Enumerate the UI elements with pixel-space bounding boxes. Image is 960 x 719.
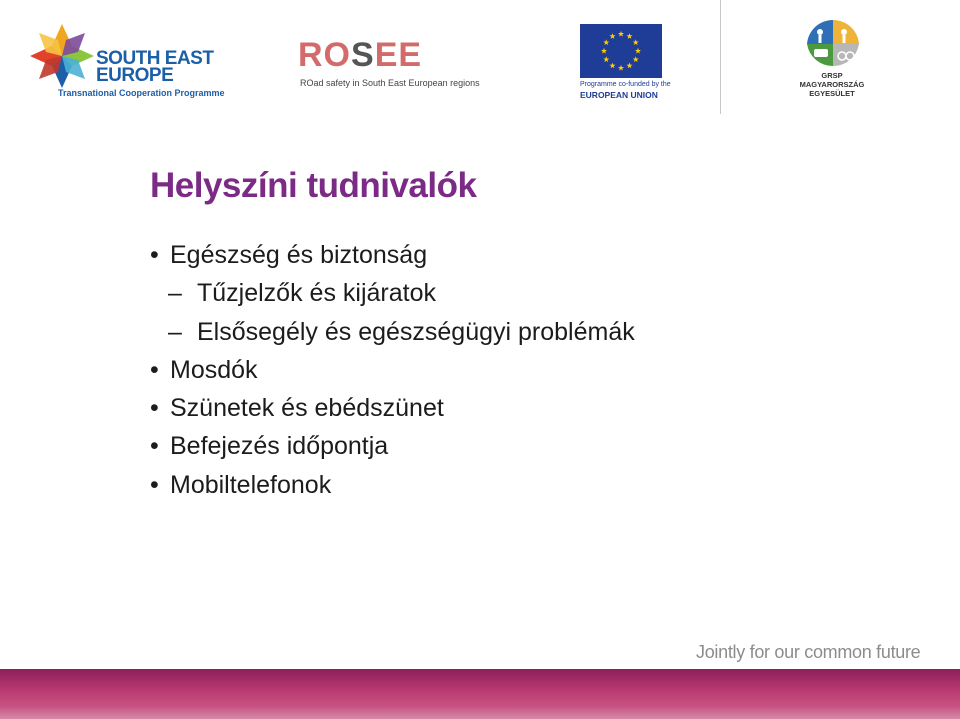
grsp-line2: MAGYARORSZÁG (799, 80, 865, 89)
bullet-item-breaks (150, 389, 635, 427)
sub-bullet-text: Tűzjelzők és kijáratok (197, 279, 436, 308)
eu-cofunded-text: Programme co-funded by the (580, 81, 671, 88)
sub-bullet-marker: – (168, 279, 182, 308)
bullet-text: Szünetek és ebédszünet (170, 394, 444, 423)
rosee-ro: RO (298, 36, 351, 74)
sub-bullet-item-fire-alarms (150, 274, 635, 312)
grsp-logo (796, 18, 868, 104)
grsp-emblem-icon (804, 18, 862, 68)
bullet-marker: • (150, 355, 159, 384)
sub-bullet-text: Elsősegély és egészségügyi problémák (197, 317, 635, 346)
bullet-marker: • (150, 470, 159, 499)
bullet-marker: • (150, 394, 159, 423)
see-title (96, 50, 236, 84)
bullet-marker: • (150, 432, 159, 461)
eu-logo (580, 24, 671, 100)
eu-flag-icon (580, 24, 662, 78)
bullet-text: Egészség és biztonság (170, 241, 428, 269)
bullet-list (150, 236, 635, 504)
bullet-text: Mobiltelefonok (170, 470, 332, 499)
footer-band (0, 669, 960, 719)
bullet-item-health-safety (150, 236, 635, 274)
rosee-tagline: ROad safety in South East European regions (300, 78, 480, 88)
slide-title: Helyszíni tudnivalók (150, 166, 477, 205)
bullet-marker: • (150, 241, 159, 269)
eu-name-text: EUROPEAN UNION (580, 90, 658, 100)
see-title-line2: EUROPE (96, 65, 174, 86)
bullet-item-restrooms (150, 351, 635, 389)
logo-divider (720, 0, 721, 114)
sub-bullet-marker: – (168, 317, 182, 346)
grsp-line1: GRSP (821, 71, 843, 80)
grsp-line3: EGYESÜLET (809, 89, 855, 98)
bullet-item-mobile-phones (150, 466, 635, 504)
sub-bullet-item-first-aid (150, 313, 635, 351)
bullet-text: Befejezés időpontja (170, 432, 389, 461)
bullet-item-end-time (150, 427, 635, 465)
see-title-line1: SOUTH EAST (96, 48, 214, 69)
rosee-ee: EE (374, 36, 423, 74)
rosee-s: S (351, 36, 375, 74)
see-subtitle: Transnational Cooperation Programme (58, 88, 225, 98)
logo-bar (0, 0, 960, 120)
rosee-wordmark (298, 38, 422, 72)
footer-slogan: Jointly for our common future (696, 642, 921, 662)
south-east-europe-logo (28, 22, 228, 102)
south-east-europe-star-icon (28, 22, 96, 90)
bullet-text: Mosdók (170, 355, 258, 384)
rosee-logo (298, 38, 498, 94)
